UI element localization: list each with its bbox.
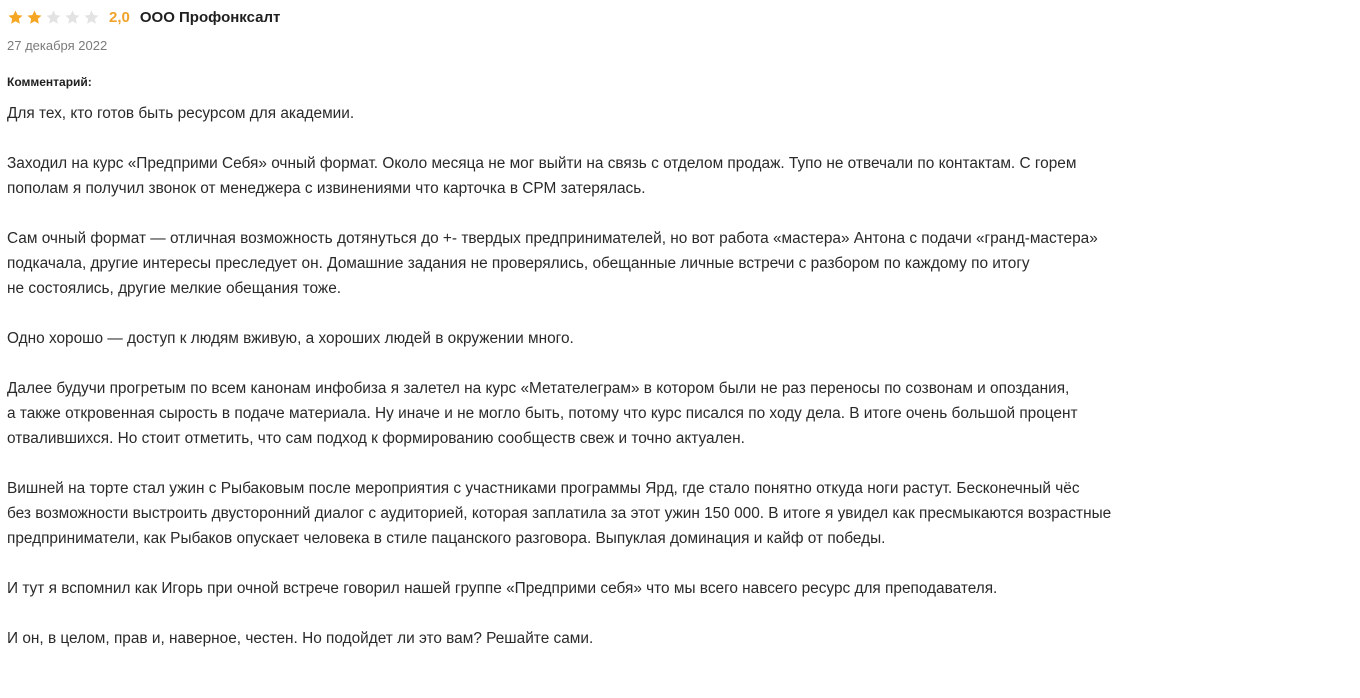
comment-paragraph	[7, 326, 1357, 351]
comment-line: Далее будучи прогретым по всем канонам инфобиза я залетел на курс «Метателеграм» в котором были не раз переносы по созвонам и опоздания,	[7, 380, 1070, 397]
rating-stars	[7, 9, 102, 26]
star-filled-icon	[7, 9, 24, 26]
star-filled-icon	[26, 9, 43, 26]
comment-paragraph	[7, 626, 1357, 651]
star-empty-icon	[83, 9, 100, 26]
comment-paragraph	[7, 576, 1357, 601]
comment-paragraph	[7, 101, 1357, 126]
comment-line: Одно хорошо — доступ к людям вживую, а хороших людей в окружении много.	[7, 330, 574, 347]
reviewer-name: ООО Профонксалт	[139, 8, 281, 26]
comment-line: без возможности выстроить двусторонний диалог с аудиторией, которая заплатила за этот ужин 150 000. В итоге я увидел как пресмыкаются возрастные	[7, 505, 1112, 522]
comment-line: Для тех, кто готов быть ресурсом для академии.	[7, 105, 355, 122]
comment-line: предприниматели, как Рыбаков опускает человека в стиле пацанского разговора. Выпуклая доминация и кайф от победы.	[7, 530, 886, 547]
comment-paragraph	[7, 151, 1357, 201]
comment-line: Вишней на торте стал ужин с Рыбаковым после мероприятия с участниками программы Ярд, где стало понятно откуда ноги растут. Бесконечный чёс	[7, 480, 1080, 497]
comment-line: пополам я получил звонок от менеджера с извинениями что карточка в СРМ затерялась.	[7, 180, 646, 197]
comment-line: не состоялись, другие мелкие обещания тоже.	[7, 280, 342, 297]
comment-line: отвалившихся. Но стоит отметить, что сам подход к формированию сообществ свеж и точно актуален.	[7, 430, 745, 447]
review-date: 27 декабря 2022	[7, 38, 108, 53]
rating-value: 2,0	[109, 8, 130, 26]
comment-paragraph	[7, 226, 1357, 301]
comment-line: И он, в целом, прав и, наверное, честен. Но подойдет ли это вам? Решайте сами.	[7, 630, 594, 647]
comment-line: И тут я вспомнил как Игорь при очной встрече говорил нашей группе «Предприми себя» что мы всего навсего ресурс для преподавателя.	[7, 580, 998, 597]
comment-label: Комментарий:	[7, 75, 92, 89]
comment-line: а также откровенная сырость в подаче материала. Ну иначе и не могло быть, потому что курс писался по ходу дела. В итоге очень большой процент	[7, 405, 1078, 422]
comment-paragraph	[7, 376, 1357, 451]
comment-line: подкачала, другие интересы преследует он. Домашние задания не проверялись, обещанные личные встречи с разбором по каждому по итогу	[7, 255, 1030, 272]
review-header	[7, 7, 280, 27]
star-empty-icon	[45, 9, 62, 26]
comment-body	[7, 101, 1357, 676]
comment-line: Заходил на курс «Предприми Себя» очный формат. Около месяца не мог выйти на связь с отделом продаж. Тупо не отвечали по контактам. С горем	[7, 155, 1077, 172]
comment-paragraph	[7, 476, 1357, 551]
star-empty-icon	[64, 9, 81, 26]
comment-line: Сам очный формат — отличная возможность дотянуться до +- твердых предпринимателей, но вот работа «мастера» Антона с подачи «гранд-мастера»	[7, 230, 1098, 247]
